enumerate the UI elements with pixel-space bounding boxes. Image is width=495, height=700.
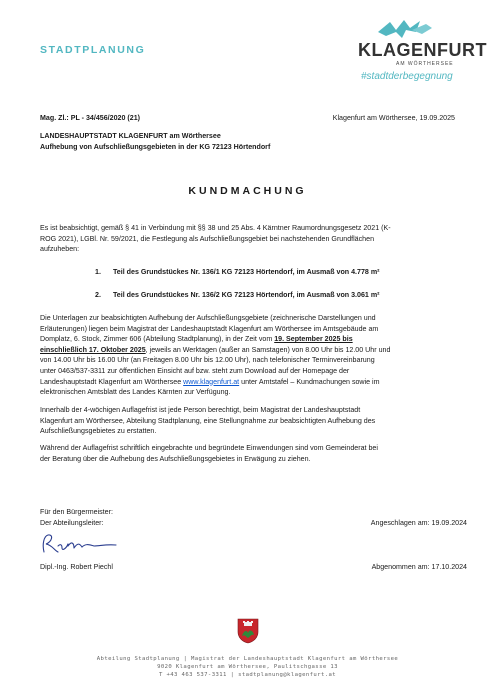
list-item bbox=[95, 290, 455, 301]
council-line: Während der Auflagefrist schriftlich eingebrachte und begründete Einwendungen sind vom Gemeinderat bei bbox=[40, 444, 378, 452]
period-start: 19. September 2025 bis bbox=[274, 335, 353, 344]
objection-line: Klagenfurt am Wörthersee, Abteilung Stadtplanung, eine Stellungnahme zur beabsichtigten Aufhebung des bbox=[40, 416, 376, 425]
intro-line: aufzuheben: bbox=[40, 245, 80, 254]
documents-text: , jeweils an Werktagen (außer an Samstagen) von 8.00 Uhr bis 12.00 Uhr und bbox=[145, 345, 391, 354]
list-item-text: Teil des Grundstückes Nr. 136/2 KG 72123 Hörtendorf, im Ausmaß von 3.061 m² bbox=[113, 291, 380, 299]
reference-number: Mag. Zl.: PL - 34/456/2020 (21) bbox=[40, 114, 141, 122]
logo-wordmark: KLAGENFURT bbox=[358, 40, 487, 60]
dragon-logo-icon bbox=[376, 18, 434, 40]
intro-paragraph bbox=[40, 223, 458, 255]
subject-line-1: LANDESHAUPTSTADT KLAGENFURT am Wörthersee bbox=[40, 132, 221, 140]
documents-line: unter 0463/537-3311 zur öffentlichen Einsicht auf bzw. steht zum Download auf der Homepage der bbox=[40, 366, 350, 375]
council-line: der Beratung über die Aufhebung des Aufschließungsgebietes in Erwägung zu ziehen. bbox=[40, 454, 311, 463]
documents-line: Die Unterlagen zur beabsichtigten Aufhebung der Aufschließungsgebiete (zeichnerische Darstellungen und bbox=[40, 314, 376, 322]
objection-line: Aufschließungsgebietes zu erstatten. bbox=[40, 427, 157, 436]
list-item-text: Teil des Grundstückes Nr. 136/1 KG 72123 Hörtendorf, im Ausmaß von 4.778 m² bbox=[113, 268, 380, 276]
page-footer bbox=[0, 655, 495, 679]
subject bbox=[40, 131, 460, 152]
logo-subtitle: AM WÖRTHERSEE bbox=[396, 61, 454, 67]
department-name: STADTPLANUNG bbox=[40, 44, 146, 56]
documents-line bbox=[40, 345, 458, 356]
removed-date: Abgenommen am: 17.10.2024 bbox=[371, 563, 467, 571]
subject-line-2: Aufhebung von Aufschließungsgebieten in der KG 72123 Hörtendorf bbox=[40, 142, 271, 151]
documents-line: elektronischen Amtsblatt des Landes Kärnten zur Verfügung. bbox=[40, 388, 231, 397]
list-item-number: 1. bbox=[95, 268, 101, 276]
logo-tagline: #stadtderbegegnung bbox=[361, 71, 453, 82]
objection-paragraph bbox=[40, 405, 458, 437]
footer-line: Abteilung Stadtplanung | Magistrat der Landeshauptstadt Klagenfurt am Wörthersee bbox=[96, 656, 399, 662]
signature-role: Der Abteilungsleiter: bbox=[40, 519, 104, 527]
documents-line bbox=[40, 334, 458, 345]
footer-line: T +43 463 537-3311 | stadtplanung@klagenfurt.at bbox=[158, 672, 337, 678]
documents-text: unter Amtstafel – Kundmachungen sowie im bbox=[239, 377, 380, 386]
city-crest-icon bbox=[237, 618, 259, 644]
homepage-link[interactable]: www.klagenfurt.at bbox=[183, 377, 240, 386]
objection-line: Innerhalb der 4-wöchigen Auflagefrist ist jede Person berechtigt, beim Magistrat der Landeshauptstadt bbox=[40, 406, 361, 414]
posted-date: Angeschlagen am: 19.09.2024 bbox=[370, 519, 467, 527]
signatory-name: Dipl.-Ing. Robert Piechl bbox=[40, 563, 113, 571]
documents-text: Domplatz, 6. Stock, Zimmer 606 (Abteilung Stadtplanung), in der Zeit vom bbox=[40, 335, 275, 344]
documents-line bbox=[40, 377, 458, 388]
footer-line: 9020 Klagenfurt am Wörthersee, Paulitschgasse 13 bbox=[157, 664, 338, 670]
intro-line: ROG 2021), LGBl. Nr. 59/2021, die Festlegung als Aufschließungsgebiet bei nachstehenden Grundflächen bbox=[40, 234, 375, 243]
documents-paragraph bbox=[40, 313, 458, 398]
handwritten-signature bbox=[38, 532, 120, 556]
documents-text: Landeshauptstadt Klagenfurt am Wörthersee bbox=[40, 377, 184, 386]
documents-line: von 14.00 Uhr bis 16.00 Uhr (an Freitagen 8.00 Uhr bis 12.00 Uhr), nach telefonischer Terminvereinbarung bbox=[40, 356, 375, 365]
list-item bbox=[95, 267, 455, 278]
document-heading: KUNDMACHUNG bbox=[188, 185, 307, 197]
council-paragraph bbox=[40, 443, 458, 464]
signature-for-mayor: Für den Bürgermeister: bbox=[40, 508, 113, 516]
period-end: einschließlich 17. Oktober 2025 bbox=[40, 345, 146, 354]
list-item-number: 2. bbox=[95, 291, 101, 299]
place-date: Klagenfurt am Wörthersee, 19.09.2025 bbox=[332, 114, 455, 122]
intro-line: Es ist beabsichtigt, gemäß § 41 in Verbindung mit §§ 38 und 25 Abs. 4 Kärntner Raumordnungsgesetz 2021 (K- bbox=[40, 224, 391, 232]
documents-line: Erläuterungen) liegen beim Magistrat der Landeshauptstadt Klagenfurt am Wörthersee im Amtsgebäude am bbox=[40, 324, 379, 333]
